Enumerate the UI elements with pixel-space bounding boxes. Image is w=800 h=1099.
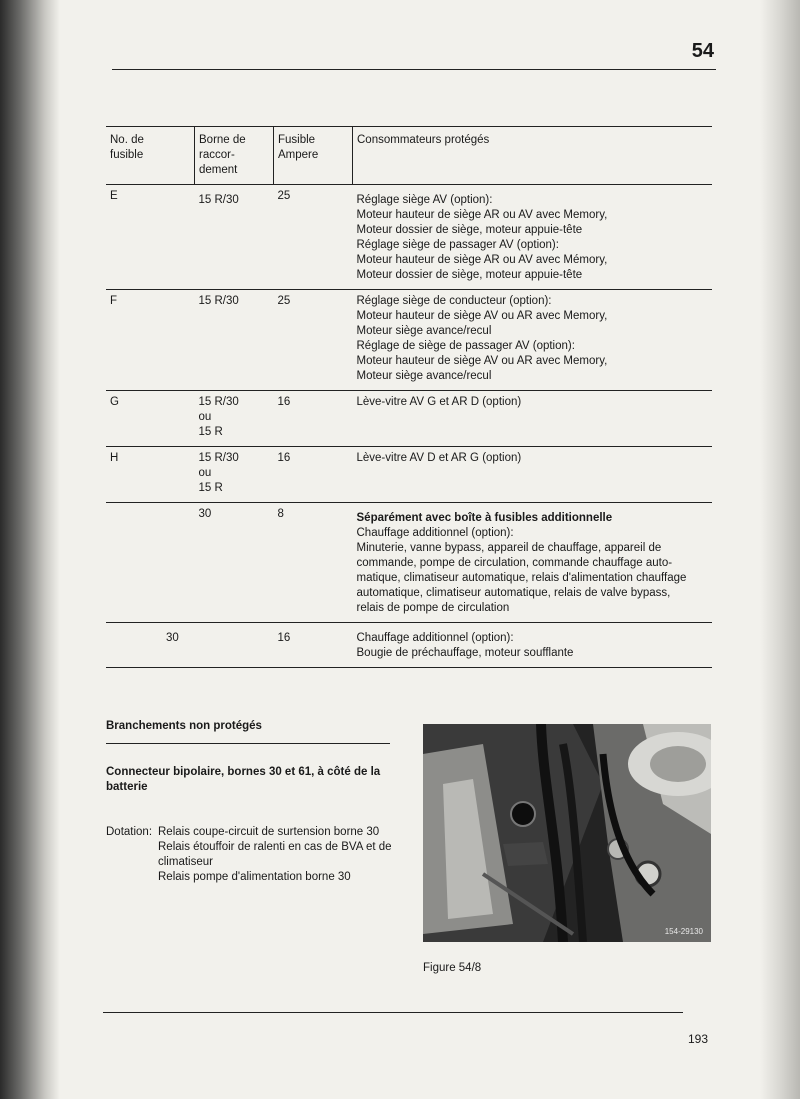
- cell-fusible: 16: [274, 447, 353, 503]
- cell-consommateurs: Séparément avec boîte à fusibles additionnelle Chauffage additionnel (option): Minuterie, vanne bypass, appareil de chauffage, appareil de commande, pompe de circulation, commande chauffage auto- matique, climatiseur automatique, relais d'alimentation chauffage automatique, climatiseur automatique, relais de valve bypass, relais de pompe de circulation: [353, 503, 713, 623]
- cell-borne: [195, 623, 274, 668]
- photo-code: 154-29130: [664, 927, 703, 936]
- dotation-item: Relais étouffoir de ralenti en cas de BVA et de climatiseur: [158, 841, 392, 868]
- cell-borne: 15 R/30: [195, 290, 274, 391]
- connector-title: Connecteur bipolaire, bornes 30 et 61, à côté de la batterie: [106, 766, 381, 793]
- cell-fusible: 16: [274, 391, 353, 447]
- table-row: [106, 185, 712, 290]
- table-row: [106, 447, 712, 503]
- cell-borne: 15 R/30 ou 15 R: [195, 391, 274, 447]
- page-shadow-left: [0, 0, 60, 1099]
- engine-bay-photo: [423, 724, 711, 942]
- table-header-row: [106, 127, 712, 185]
- cell-consommateurs: Lève-vitre AV G et AR D (option): [353, 391, 713, 447]
- cell-borne: 30: [195, 503, 274, 623]
- dotation-item: Relais pompe d'alimentation borne 30: [158, 871, 351, 883]
- separate-fusebox-note: Séparément avec boîte à fusibles additionnelle: [356, 512, 613, 524]
- dotation-item: Relais coupe-circuit de surtension borne 30: [158, 826, 380, 838]
- cell-no: G: [106, 391, 195, 447]
- header-borne: Borne de raccor- dement: [195, 127, 274, 185]
- footer-rule: [103, 1012, 683, 1013]
- footer-page-number: 193: [687, 1032, 708, 1046]
- chapter-number: 54: [691, 40, 714, 62]
- engine-bay-illustration: [423, 724, 711, 942]
- header-fusible: Fusible Ampere: [274, 127, 353, 185]
- dotation-label: Dotation:: [106, 826, 153, 838]
- table-row: [106, 623, 712, 668]
- cell-no: H: [106, 447, 195, 503]
- cell-consommateurs: Lève-vitre AV D et AR G (option): [353, 447, 713, 503]
- figure-caption: Figure 54/8: [423, 962, 482, 974]
- cell-consommateurs: Réglage siège AV (option): Moteur hauteur de siège AR ou AV avec Memory, Moteur dossier de siège, moteur appuie-tête Réglage siège de passager AV (option): Moteur hauteur de siège AR ou AV avec Mémory, Moteur dossier de siège, moteur appuie-tête: [353, 185, 713, 290]
- section-title: Branchements non protégés: [106, 720, 262, 732]
- cell-fusible: 16: [274, 623, 353, 668]
- cell-borne: 15 R/30 ou 15 R: [195, 447, 274, 503]
- table-row: [106, 290, 712, 391]
- page-shadow-right: [760, 0, 800, 1099]
- table-row: [106, 503, 712, 623]
- cell-no: E: [106, 185, 195, 290]
- cell-fusible: 25: [274, 185, 353, 290]
- cell-no: 30: [106, 623, 195, 668]
- cell-borne: 15 R/30: [195, 185, 274, 290]
- header-no-fusible: No. de fusible: [106, 127, 195, 185]
- cell-no: [106, 503, 195, 623]
- cell-fusible: 8: [274, 503, 353, 623]
- header-rule: [112, 69, 716, 70]
- dotation-list: [158, 825, 396, 885]
- header-consommateurs: Consommateurs protégés: [353, 127, 713, 185]
- cell-fusible: 25: [274, 290, 353, 391]
- fuse-table: [106, 126, 712, 668]
- cell-consommateurs: Chauffage additionnel (option): Bougie de préchauffage, moteur soufflante: [353, 623, 713, 668]
- cell-no: F: [106, 290, 195, 391]
- section-rule: [106, 743, 390, 744]
- cell-consommateurs: Réglage siège de conducteur (option): Moteur hauteur de siège AV ou AR avec Memory, Moteur siège avance/recul Réglage de siège de passager AV (option): Moteur hauteur de siège AV ou AR avec Memory, Moteur siège avance/recul: [353, 290, 713, 391]
- table-row: [106, 391, 712, 447]
